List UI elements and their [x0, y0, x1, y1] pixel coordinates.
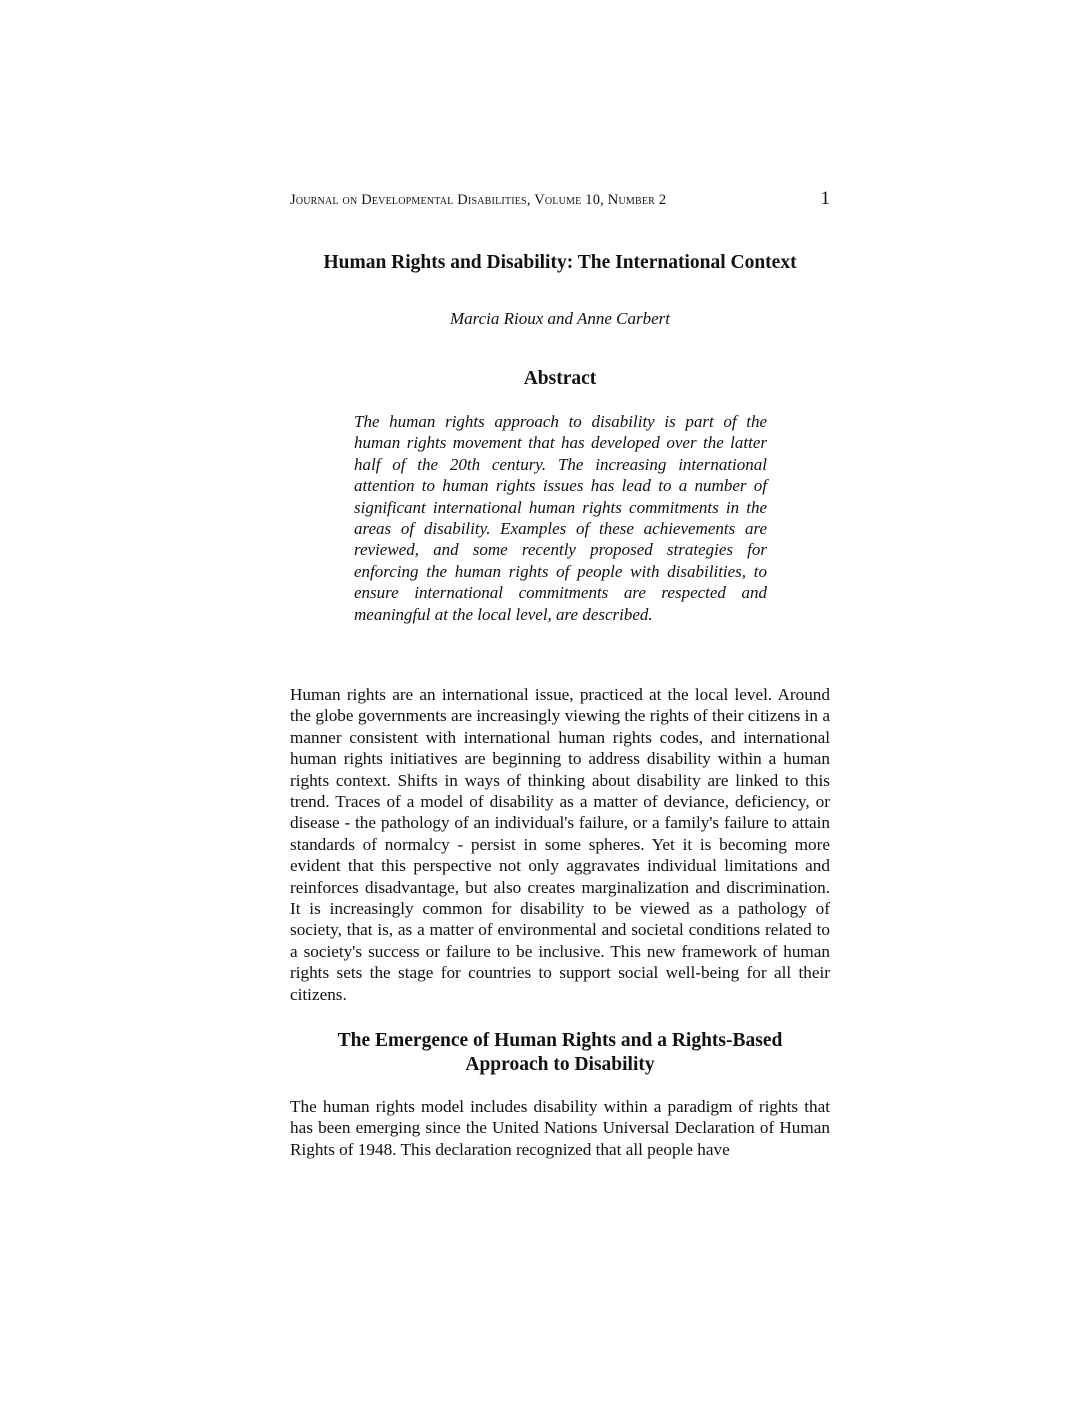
running-head: [290, 190, 830, 210]
section-heading: [290, 1029, 830, 1076]
abstract-text: The human rights approach to disability is part of the human rights movement that has developed over the latter half of the 20th century. The increasing international attention to human rights issues has lead to a number of significant international human rights commitments in the areas of disability. Examples of these achievements are reviewed, and some recently proposed strategies for enforcing the human rights of people with disabilities, to ensure international commitments are respected and meaningful at the local level, are described.: [354, 412, 767, 624]
article-authors: Marcia Rioux and Anne Carbert: [449, 309, 671, 328]
section-heading-line-2: Approach to Disability: [465, 1053, 655, 1075]
intro-paragraph: Human rights are an international issue, practiced at the local level. Around the globe governments are increasingly viewing the rights of their citizens in a manner consistent with international human rights codes, and international human rights initiatives are beginning to address disability within a human rights context. Shifts in ways of thinking about disability are linked to this trend. Traces of a model of disability as a matter of deviance, deficiency, or disease - the pathology of an individual's failure, or a family's failure to attain standards of normalcy - persist in some spheres. Yet it is becoming more evident that this perspective not only aggravates individual limitations and reinforces disadvantage, but also creates marginalization and discrimination. It is increasingly common for disability to be viewed as a pathology of society, that is, as a matter of environmental and societal conditions related to a society's success or failure to be inclusive. This new framework of human rights sets the stage for countries to support social well-being for all their citizens.: [290, 685, 830, 1004]
article-title: Human Rights and Disability: The International Context: [323, 252, 797, 273]
abstract-heading: Abstract: [523, 368, 597, 389]
section-paragraph: The human rights model includes disability within a paradigm of rights that has been emerging since the United Nations Universal Declaration of Human Rights of 1948. This declaration recognized that all people have: [290, 1097, 830, 1159]
journal-running-title: Journal on Developmental Disabilities, Volume 10, Number 2: [290, 192, 667, 208]
section-heading-line-1: The Emergence of Human Rights and a Rights-Based: [337, 1030, 783, 1051]
page-number: 1: [820, 188, 830, 209]
document-page: [290, 0, 830, 1408]
